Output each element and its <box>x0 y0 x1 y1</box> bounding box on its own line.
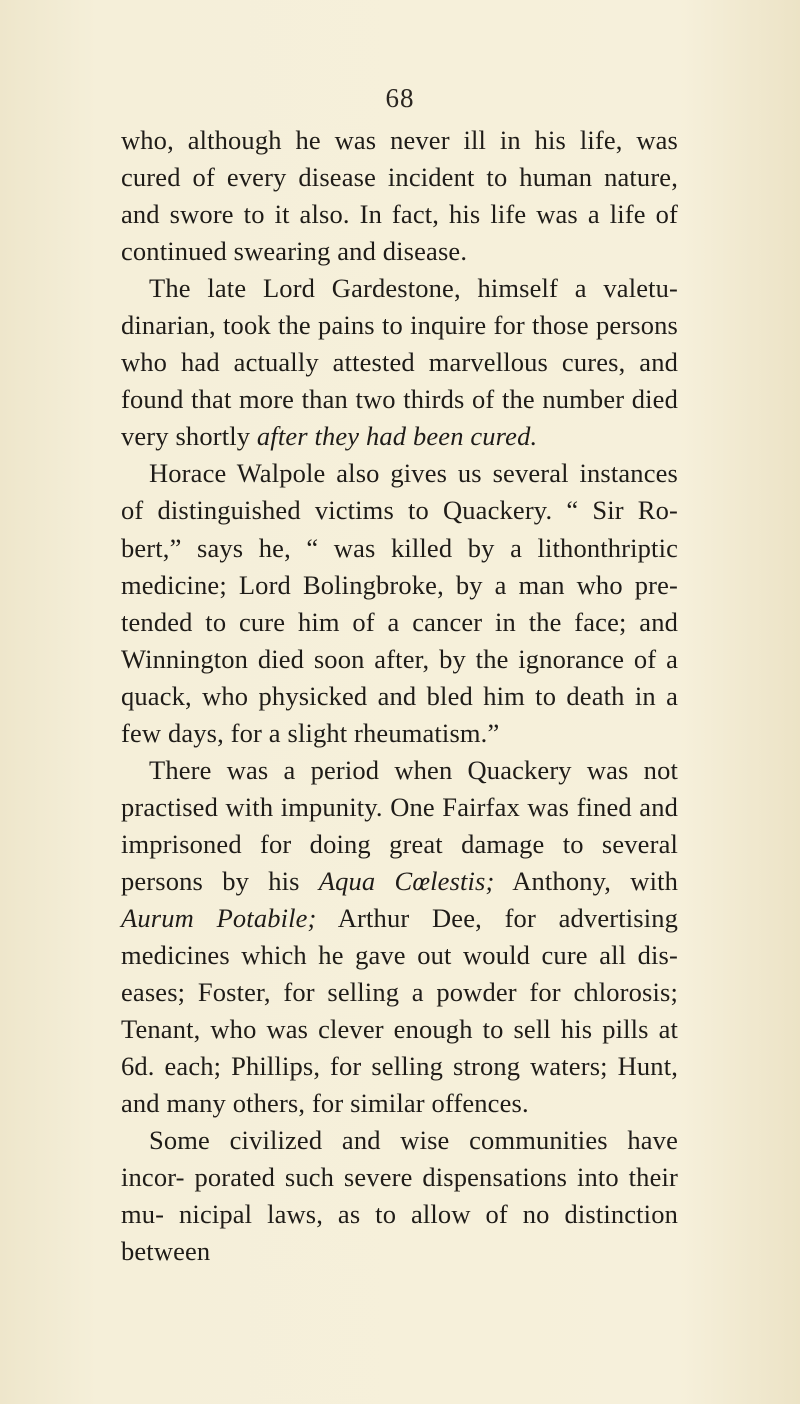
paragraph-2 <box>121 270 678 455</box>
paragraph-text: Horace Walpole also gives us several instances of distinguished victims to Quackery. “ Sir Ro- bert,” says he, “ was killed by a lithonthriptic medicine; Lord Bolingbroke, by a man who pre- tended to cure him of a cancer in the face; and Winnington died soon after, by the ignorance of a quack, who physicked and bled him to death in a few days, for a slight rheumatism.” <box>121 458 678 748</box>
page-body-text <box>121 122 678 1270</box>
italic-phrase: after they had been cured. <box>256 421 538 452</box>
italic-phrase: Aurum Potabile; <box>121 902 317 933</box>
paragraph-1 <box>121 122 678 270</box>
paragraph-text: who, although he was never ill in his life, was cured of every disease incident to human nature, and swore to it also. In fact, his life was a life of continued swearing and disease. <box>121 125 678 267</box>
page-number: 68 <box>385 83 415 113</box>
paragraph-text: Anthony, with <box>494 865 678 896</box>
paragraph-text: The late Lord Gardestone, himself a valetu- dinarian, took the pains to inquire for those persons who had actually attested marvellous cures, and found that more than two thirds of the number died very shortly <box>121 273 678 452</box>
paragraph-4 <box>121 752 678 1122</box>
paragraph-text: Arthur Dee, for advertising medicines which he gave out would cure all dis- eases; Foster, for selling a powder for chlorosis; Tenant, who was clever enough to sell his pills at 6d. each; Phillips, for selling strong waters; Hunt, and many others, for similar offences. <box>121 902 679 1119</box>
paragraph-3 <box>121 455 678 751</box>
italic-phrase: Aqua Cœlestis; <box>318 865 495 896</box>
paragraph-5 <box>121 1122 678 1270</box>
paragraph-text: Some civilized and wise communities have incor- porated such severe dispensations into their mu- nicipal laws, as to allow of no distinction between <box>121 1125 678 1267</box>
paragraph-text: There was a period when Quackery was not practised with impunity. One Fairfax was fined and imprisoned for doing great damage to several persons by his <box>121 754 678 896</box>
